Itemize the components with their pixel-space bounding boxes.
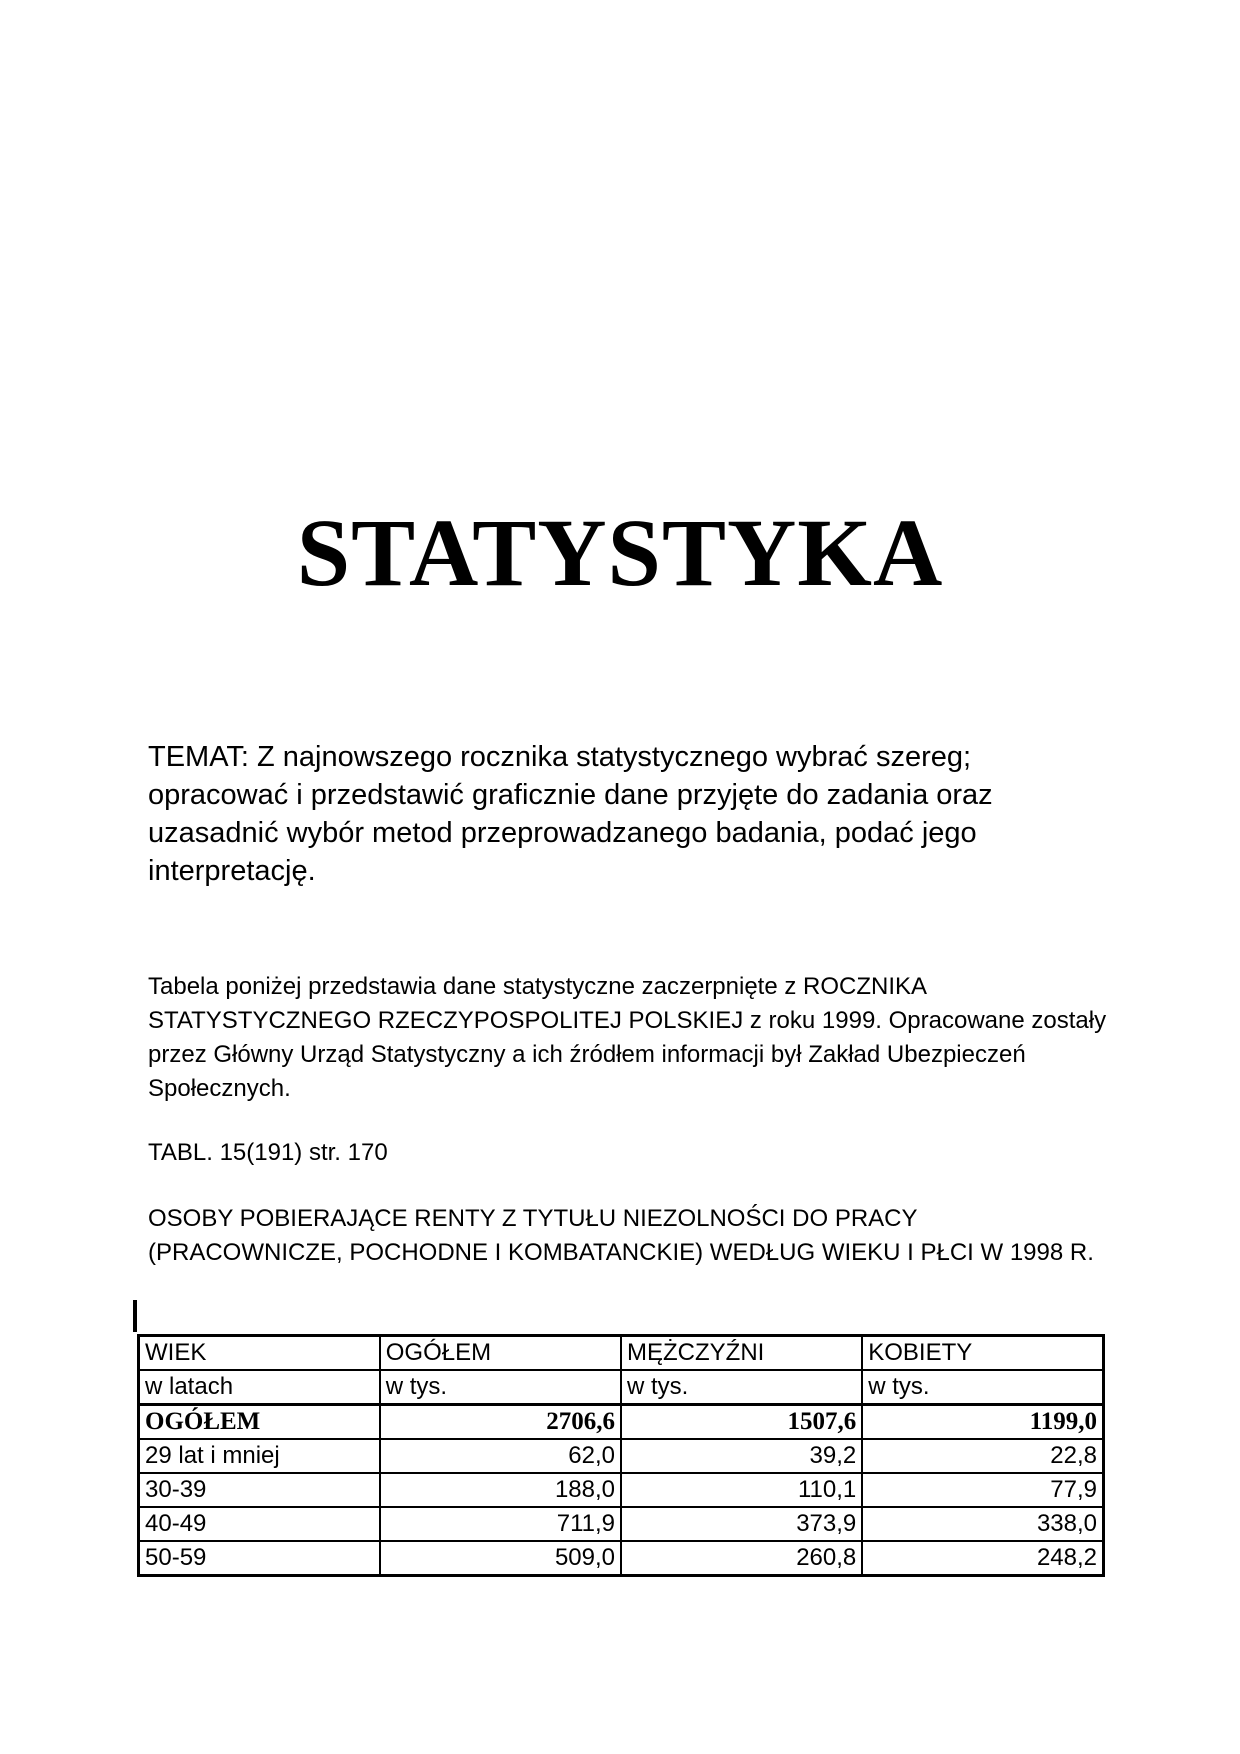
- total-cell-men: 1507,6: [621, 1405, 862, 1440]
- age-cell: 29 lat i mniej: [139, 1439, 380, 1473]
- value-cell-women: 248,2: [862, 1541, 1103, 1576]
- unit-cell-women: w tys.: [862, 1370, 1103, 1405]
- table-row: [139, 1439, 1104, 1473]
- value-cell-women: 338,0: [862, 1507, 1103, 1541]
- table-units-row: [139, 1370, 1104, 1405]
- age-cell: 30-39: [139, 1473, 380, 1507]
- text-cursor-icon: [133, 1300, 137, 1332]
- value-cell-all: 188,0: [380, 1473, 621, 1507]
- pension-data-table: [137, 1334, 1105, 1577]
- table-total-row: [139, 1405, 1104, 1440]
- intro-paragraph: Tabela poniżej przedstawia dane statystyczne zaczerpnięte z ROCZNIKA STATYSTYCZNEGO RZECZYPOSPOLITEJ POLSKIEJ z roku 1999. Opracowane zostały przez Główny Urząd Statystyczny a ich źródłem informacji był Zakład Ubezpieczeń Społecznych.: [148, 973, 1107, 1102]
- value-cell-all: 509,0: [380, 1541, 621, 1576]
- value-cell-all: 711,9: [380, 1507, 621, 1541]
- value-cell-men: 260,8: [621, 1541, 862, 1576]
- header-cell-women: KOBIETY: [862, 1336, 1103, 1371]
- header-cell-total: OGÓŁEM: [380, 1336, 621, 1371]
- table-row: [139, 1473, 1104, 1507]
- total-cell-women: 1199,0: [862, 1405, 1103, 1440]
- table-row: [139, 1541, 1104, 1576]
- assignment-topic: TEMAT: Z najnowszego rocznika statystycznego wybrać szereg; opracować i przedstawić graficznie dane przyjęte do zadania oraz uzasadnić wybór metod przeprowadzanego badania, podać jego interpretację.: [148, 741, 993, 887]
- table-row: [139, 1507, 1104, 1541]
- header-cell-age: WIEK: [139, 1336, 380, 1371]
- value-cell-all: 62,0: [380, 1439, 621, 1473]
- total-cell-all: 2706,6: [380, 1405, 621, 1440]
- total-label-cell: OGÓŁEM: [139, 1405, 380, 1440]
- value-cell-men: 39,2: [621, 1439, 862, 1473]
- table-header-row: [139, 1336, 1104, 1371]
- document-title: STATYSTYKA: [296, 499, 944, 606]
- table-caption: OSOBY POBIERAJĄCE RENTY Z TYTUŁU NIEZOLNOŚCI DO PRACY (PRACOWNICZE, POCHODNE I KOMBATANCKIE) WEDŁUG WIEKU I PŁCI W 1998 R.: [148, 1205, 1094, 1266]
- header-cell-men: MĘŻCZYŹNI: [621, 1336, 862, 1371]
- value-cell-women: 77,9: [862, 1473, 1103, 1507]
- unit-cell-total: w tys.: [380, 1370, 621, 1405]
- unit-cell-men: w tys.: [621, 1370, 862, 1405]
- age-cell: 40-49: [139, 1507, 380, 1541]
- unit-cell-age: w latach: [139, 1370, 380, 1405]
- value-cell-men: 110,1: [621, 1473, 862, 1507]
- age-cell: 50-59: [139, 1541, 380, 1576]
- table-reference: TABL. 15(191) str. 170: [148, 1139, 388, 1166]
- value-cell-men: 373,9: [621, 1507, 862, 1541]
- value-cell-women: 22,8: [862, 1439, 1103, 1473]
